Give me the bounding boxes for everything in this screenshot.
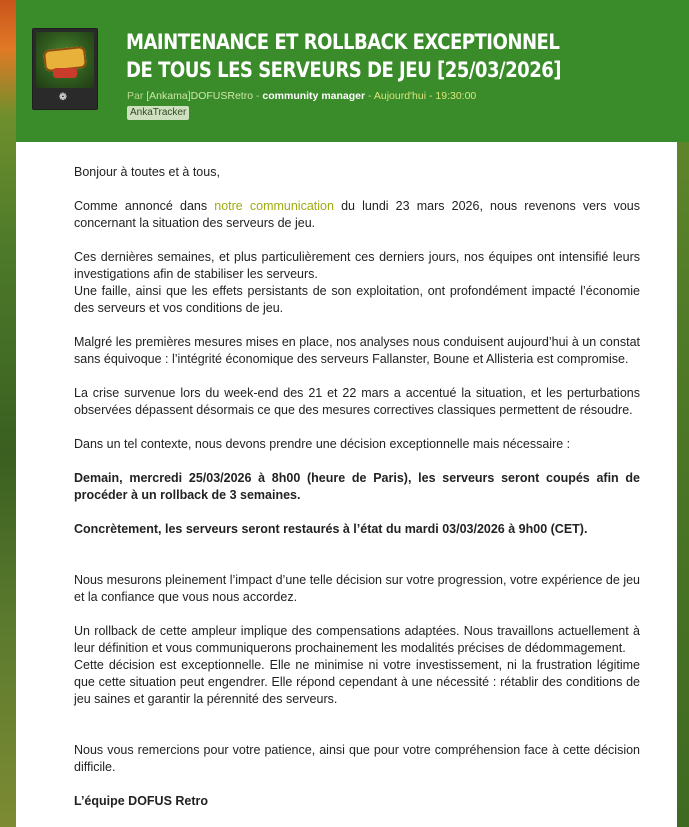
meta-separator: - [365,90,374,102]
communication-link[interactable]: notre communication [214,199,334,213]
paragraph-analysis: Malgré les premières mesures mises en place, nos analyses nous conduisent aujourd’hui à un constat sans équivoque : l’intégrité économique des serveurs Fallanster, Boune et Allisteria est compromise. [74,335,640,366]
author-role: community manager [262,90,366,102]
meta-separator: - [253,90,263,102]
paragraph-compensation: Un rollback de cette ampleur implique des compensations adaptées. Nous travaillons actuellement à leur définition et vous communiquerons prochainement les modalités précises de dédommagement. Cette décision est exceptionnelle. Elle ne minimise ni votre investissement, ni la frustration légitime que cette situation peut engendrer. Elle répond cependant à une nécessité : rétablir des conditions de jeu saines et garantir la pérennité des serveurs. [74,624,640,706]
author-avatar[interactable] [32,28,98,110]
paragraph-thanks: Nous vous remercions pour votre patience, ainsi que pour votre compréhension face à cette décision difficile. [74,743,640,774]
paragraph-restore-notice: Concrètement, les serveurs seront restaurés à l’état du mardi 03/03/2026 à 9h00 (CET). [74,522,588,536]
author-name-link[interactable]: [Ankama]DOFUSRetro [146,90,254,102]
paragraph-decision: Dans un tel contexte, nous devons prendre une décision exceptionnelle mais nécessaire : [74,437,571,451]
post-date: Aujourd'hui - 19:30:00 [373,90,477,102]
greeting: Bonjour à toutes et à tous, [74,165,220,179]
paragraph-investigation: Ces dernières semaines, et plus particulièrement ces derniers jours, nos équipes ont intensifié leurs investigations afin de stabiliser les serveurs. Une faille, ainsi que les effets persistants de son exploitation, ont profondément impacté l’économie des serveurs et vos conditions de jeu. [74,250,640,315]
by-prefix: Par [127,90,147,102]
staff-badge-icon: ❁ [58,92,68,103]
article-text [74,164,640,827]
signature: L’équipe DOFUS Retro [74,794,209,808]
post-title: MAINTENANCE ET ROLLBACK EXCEPTIONNEL DE TOUS LES SERVEURS DE JEU [25/03/2026] [126,30,562,82]
source-tag[interactable]: AnkaTracker [127,106,189,120]
post-body [16,142,677,827]
background-artwork-left [0,0,16,827]
paragraph-crisis: La crise survenue lors du week-end des 21 et 22 mars a accentué la situation, et les perturbations observées dépassent désormais ce que des mesures correctives classiques permettent de résoudre. [74,386,640,417]
paragraph-impact: Nous mesurons pleinement l’impact d’une telle décision sur votre progression, votre expérience de jeu et la confiance que vous nous accordez. [74,573,640,604]
paragraph-shutdown-notice: Demain, mercredi 25/03/2026 à 8h00 (heure de Paris), les serveurs seront coupés afin de procéder à un rollback de 3 semaines. [74,471,640,502]
post-meta [127,90,476,102]
post-header [16,0,689,142]
paragraph-intro: Comme annoncé dans notre communication du lundi 23 mars 2026, nous revenons vers vous concernant la situation des serveurs de jeu. [74,199,641,230]
dofus-retro-logo-icon [36,32,94,88]
